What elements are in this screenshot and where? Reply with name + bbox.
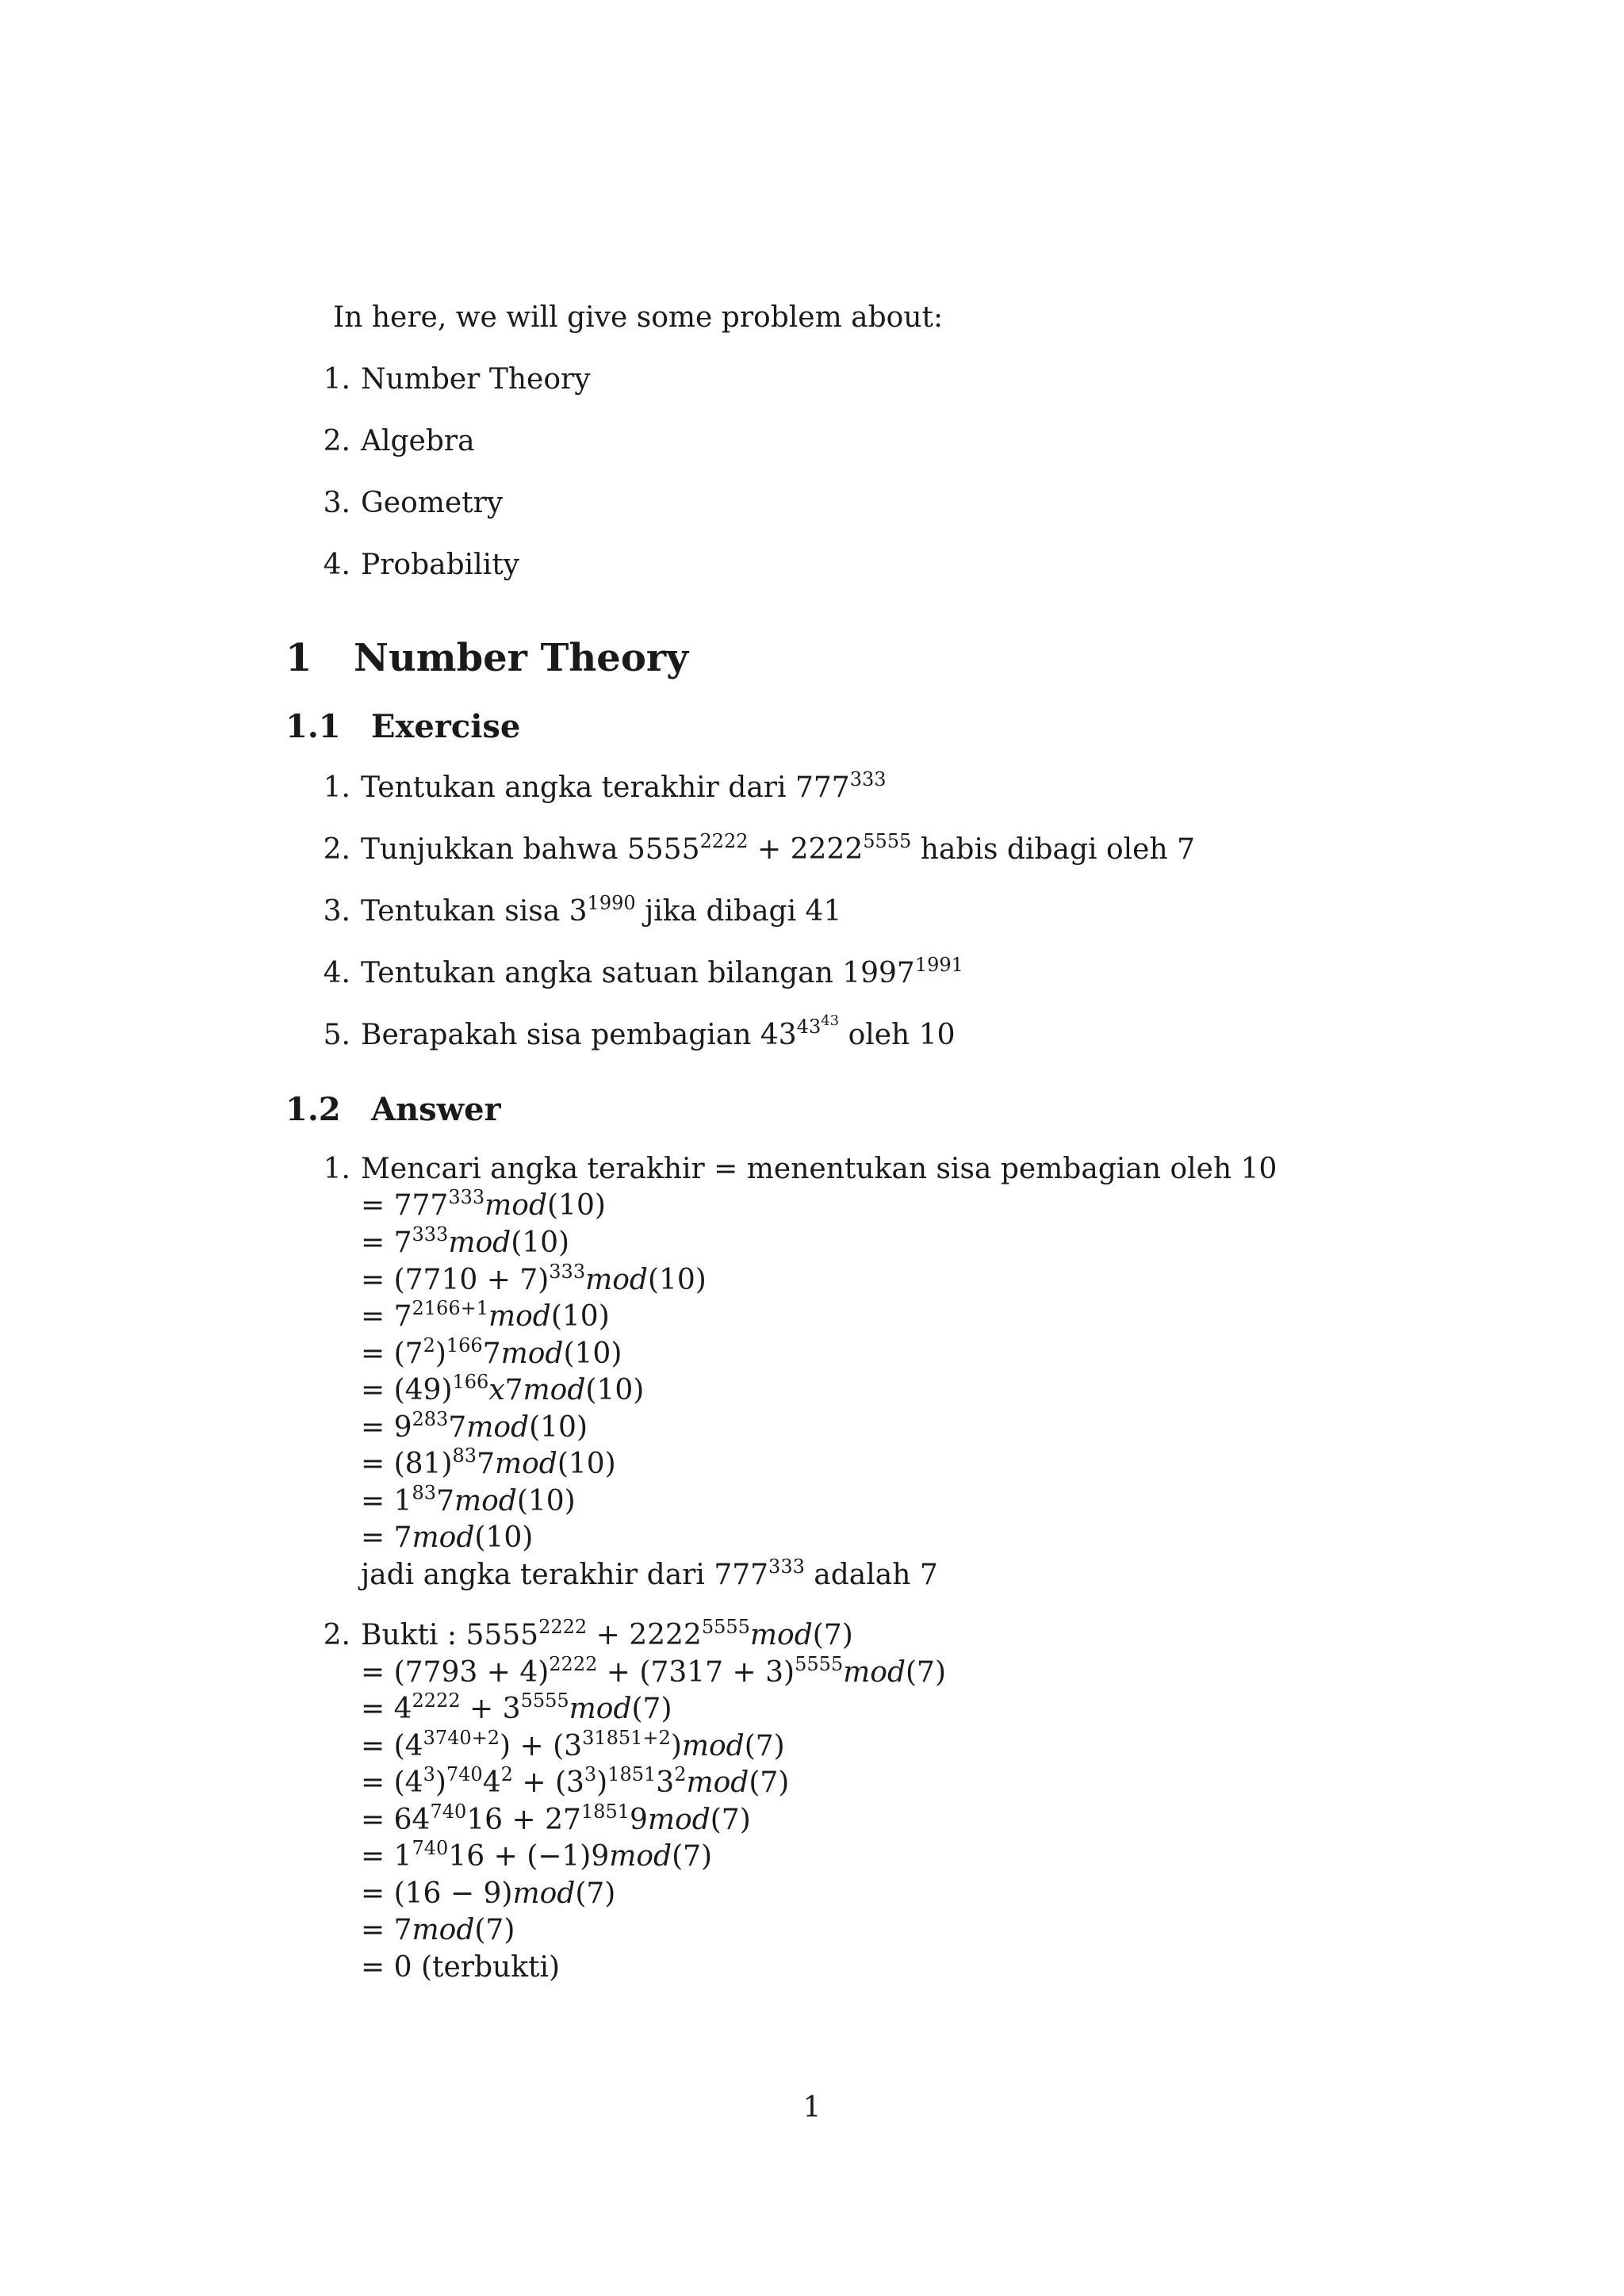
answer-line: = 7mod(7) xyxy=(361,1914,515,1946)
answer-line: Mencari angka terakhir = menentukan sisa pembagian oleh 10 xyxy=(361,1153,1277,1185)
exercise-item: Berapakah sisa pembagian $43^{43^{43}}$ oleh 10 xyxy=(361,1012,956,1051)
answer-line: = $1^{83}7mod(10)$ xyxy=(361,1482,576,1517)
answer-line: = $9^{283}7mod(10)$ xyxy=(361,1408,588,1444)
list-number: 5. xyxy=(323,1019,350,1051)
subsection-title: Answer xyxy=(371,1091,501,1128)
answer-line: = $7^{333}mod(10)$ xyxy=(361,1223,570,1259)
list-number: 2. xyxy=(323,1619,350,1651)
answer-conclusion: = 0 (terbukti) xyxy=(361,1951,561,1984)
answer-line: = $(7793 + 4)^{2222} + (7317 + 3)^{5555}mod(7)$ xyxy=(361,1653,947,1689)
answer-line: = $(49)^{166}x7mod(10)$ xyxy=(361,1371,645,1406)
list-number: 1. xyxy=(323,771,350,804)
answer-line: = $7^{2166+1}mod(10)$ xyxy=(361,1297,610,1333)
list-number: 2. xyxy=(323,833,350,866)
answer-conclusion: jadi angka terakhir dari $777^{333}$ adalah 7 xyxy=(361,1556,938,1591)
answer-line: = $(7^2)^{166}7mod(10)$ xyxy=(361,1334,622,1370)
answer-line: = $(4^{3740+2}) + (3^{31851+2})mod(7)$ xyxy=(361,1727,785,1762)
list-number: 2. xyxy=(323,425,350,457)
answer-line: = $64^{740}16 + 27^{1851}9mod(7)$ xyxy=(361,1800,751,1836)
answer-line: = $(81)^{83}7mod(10)$ xyxy=(361,1445,616,1480)
exercise-item: Tentukan sisa $3^{1990}$ jika dibagi 41 xyxy=(361,892,842,928)
answer-line: Bukti : $5555^{2222} + 2222^{5555}mod(7)$ xyxy=(361,1616,853,1651)
list-number: 4. xyxy=(323,549,350,581)
list-number: 1. xyxy=(323,363,350,396)
answer-line: = $4^{2222} + 3^{5555}mod(7)$ xyxy=(361,1689,672,1725)
answer-line: = (16 − 9)mod(7) xyxy=(361,1877,616,1910)
page-number: 1 xyxy=(802,2091,822,2124)
answer-line: = 7mod(10) xyxy=(361,1521,534,1554)
answer-line: = $777^{333}mod(10)$ xyxy=(361,1186,606,1222)
section-number: 1 xyxy=(285,636,312,680)
list-number: 3. xyxy=(323,895,350,928)
subsection-title: Exercise xyxy=(371,708,521,745)
topic-item: Algebra xyxy=(361,425,475,457)
answer-line: = $(4^3)^{740}4^2 + (3^3)^{1851}3^2mod(7)$ xyxy=(361,1763,790,1799)
topic-item: Geometry xyxy=(361,487,504,519)
list-number: 3. xyxy=(323,487,350,519)
topic-item: Probability xyxy=(361,549,520,581)
topic-item: Number Theory xyxy=(361,363,591,396)
intro-text: In here, we will give some problem about: xyxy=(333,301,944,334)
exercise-item: Tentukan angka satuan bilangan $1997^{1991}$ xyxy=(361,954,963,989)
exercise-item: Tentukan angka terakhir dari $777^{333}$ xyxy=(361,768,887,804)
section-title: Number Theory xyxy=(354,636,689,680)
answer-line: = $1^{740}16 + (-1)9mod(7)$ xyxy=(361,1837,713,1873)
subsection-number: 1.2 xyxy=(285,1091,341,1128)
list-number: 1. xyxy=(323,1153,350,1185)
exercise-item: Tunjukkan bahwa $5555^{2222} + 2222^{5555}$ habis dibagi oleh 7 xyxy=(361,830,1195,866)
subsection-number: 1.1 xyxy=(285,708,341,745)
answer-line: = $(7710 + 7)^{333}mod(10)$ xyxy=(361,1261,707,1296)
list-number: 4. xyxy=(323,957,350,989)
